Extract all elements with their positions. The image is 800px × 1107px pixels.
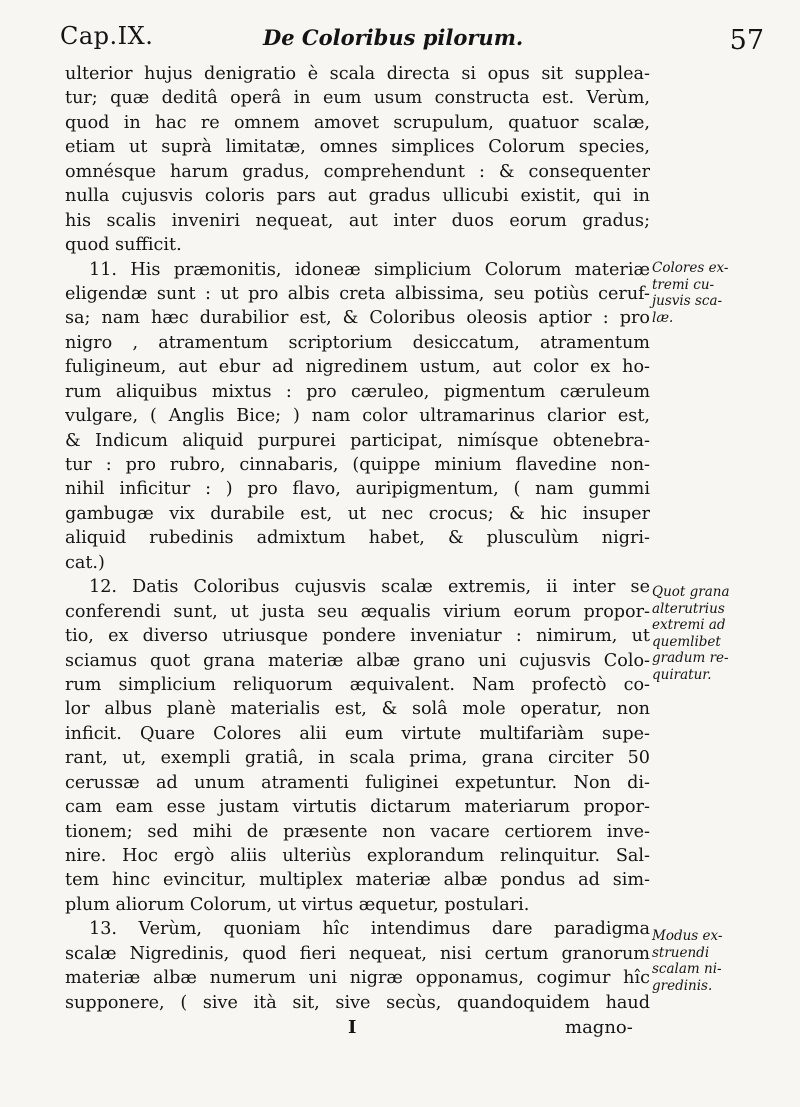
paragraph-12-start: 12. Datis Coloribus cujusvis scalæ extremis, ii inter se	[89, 577, 650, 598]
running-header	[58, 22, 776, 62]
text-line: nigro , atramentum scriptorium desiccatum, atramentum	[65, 332, 650, 353]
marginal-note-modus-extruendi	[652, 928, 772, 994]
margin-line: læ.	[652, 309, 674, 326]
text-line: ulterior hujus denigratio è scala directa si opus sit supplea-	[65, 64, 650, 84]
page-number: 57	[729, 25, 764, 56]
margin-line: quemlibet	[652, 633, 721, 650]
text-line: rant, ut, exempli gratiâ, in scala prima, grana circiter 50	[65, 748, 650, 769]
signature-mark: I	[348, 1017, 357, 1038]
marginal-note-colores-extremi	[652, 260, 772, 326]
text-line: & Indicum aliquid purpurei participat, nimísque obtenebra-	[65, 430, 650, 451]
text-line: nire. Hoc ergò aliis ulteriùs explorandum relinquitur. Sal-	[65, 846, 650, 866]
text-line: rum simplicium reliquorum æquivalent. Nam profectò co-	[65, 674, 650, 695]
text-line: conferendi sunt, ut justa seu æqualis virium eorum propor-	[65, 601, 650, 622]
text-line: tur; quæ deditâ operâ in eum usum constructa est. Verùm,	[65, 88, 650, 109]
text-line: cam eam esse justam virtutis dictarum materiarum propor-	[65, 797, 650, 818]
text-line: supponere, ( sive ità sit, sive secùs, quandoquidem haud	[65, 992, 650, 1013]
text-line: his scalis inveniri nequeat, aut inter duos eorum gradus;	[65, 210, 650, 231]
text-line: nihil inficitur : ) pro flavo, auripigmentum, ( nam gummi	[65, 479, 650, 500]
text-line: nulla cujusvis coloris pars aut gradus ullicubi existit, qui in	[65, 186, 650, 207]
text-line: vulgare, ( Anglis Bice; ) nam color ultramarinus clarior est,	[65, 406, 650, 427]
text-line: cerussæ ad unum atramenti fuliginei expetuntur. Non di-	[65, 772, 650, 793]
text-line: gambugæ vix durabile est, ut nec crocus; & hic insuper	[65, 503, 650, 524]
margin-line: tremi cu-	[652, 276, 715, 293]
margin-line: Colores ex-	[652, 260, 729, 276]
margin-line: struendi	[652, 944, 710, 961]
text-line: rum aliquibus mixtus : pro cæruleo, pigmentum cæruleum	[65, 381, 650, 402]
catchword: magno-	[565, 1017, 633, 1038]
text-line: aliquid rubedinis admixtum habet, & plusculùm nigri-	[65, 528, 650, 549]
text-line: sciamus quot grana materiæ albæ grano uni cujusvis Colo-	[65, 650, 650, 671]
main-text	[65, 62, 650, 1015]
text-line: tur : pro rubro, cinnabaris, (quippe minium flavedine non-	[65, 455, 650, 475]
text-line: omnésque harum gradus, comprehendunt : & consequenter	[65, 161, 650, 182]
text-line: plum aliorum Colorum, ut virtus æquetur, postulari.	[65, 894, 530, 915]
margin-line: quiratur.	[652, 666, 712, 683]
text-line: quod sufficit.	[65, 235, 182, 256]
margin-line: alterutrius	[652, 600, 725, 617]
text-line: tem hinc evincitur, multiplex materiæ albæ pondus ad sim-	[65, 870, 650, 891]
text-line: materiæ albæ numerum uni nigræ opponamus, cogimur hîc	[65, 968, 650, 989]
text-line: sa; nam hæc durabilior est, & Coloribus oleosis aptior : pro	[65, 308, 650, 329]
text-line: cat.)	[65, 552, 105, 573]
text-line: inficit. Quare Colores alii eum virtute multifariàm supe-	[65, 723, 650, 744]
running-title: De Coloribus pilorum.	[263, 25, 524, 50]
margin-line: jusvis sca-	[652, 293, 723, 309]
margin-line: extremi ad	[652, 617, 726, 633]
chapter-label: Cap.IX.	[60, 22, 154, 50]
paragraph-13-start: 13. Verùm, quoniam hîc intendimus dare paradigma	[89, 919, 650, 940]
text-line: tio, ex diverso utriusque pondere inveniatur : nimirum, ut	[65, 626, 650, 647]
text-line: quod in hac re omnem amovet scrupulum, quatuor scalæ,	[65, 112, 650, 133]
text-line: fuligineum, aut ebur ad nigredinem ustum, aut color ex ho-	[65, 357, 650, 378]
margin-line: Quot grana	[652, 584, 730, 600]
text-line: tionem; sed mihi de præsente non vacare certiorem inve-	[65, 821, 650, 842]
margin-line: Modus ex-	[652, 928, 723, 944]
margin-line: gradum re-	[652, 650, 729, 666]
text-line: scalæ Nigredinis, quod fieri nequeat, nisi certum granorum	[65, 943, 650, 964]
paragraph-11-start: 11. His præmonitis, idoneæ simplicium Colorum materiæ	[89, 259, 650, 280]
text-line: lor albus planè materialis est, & solâ mole operatur, non	[65, 699, 650, 720]
margin-line: scalam ni-	[652, 961, 722, 977]
marginal-note-quot-grana	[652, 584, 772, 683]
text-line: eligendæ sunt : ut pro albis creta albissima, seu potiùs ceruf-	[65, 283, 650, 304]
text-line: etiam ut suprà limitatæ, omnes simplices Colorum species,	[65, 137, 650, 158]
margin-line: gredinis.	[652, 977, 713, 994]
